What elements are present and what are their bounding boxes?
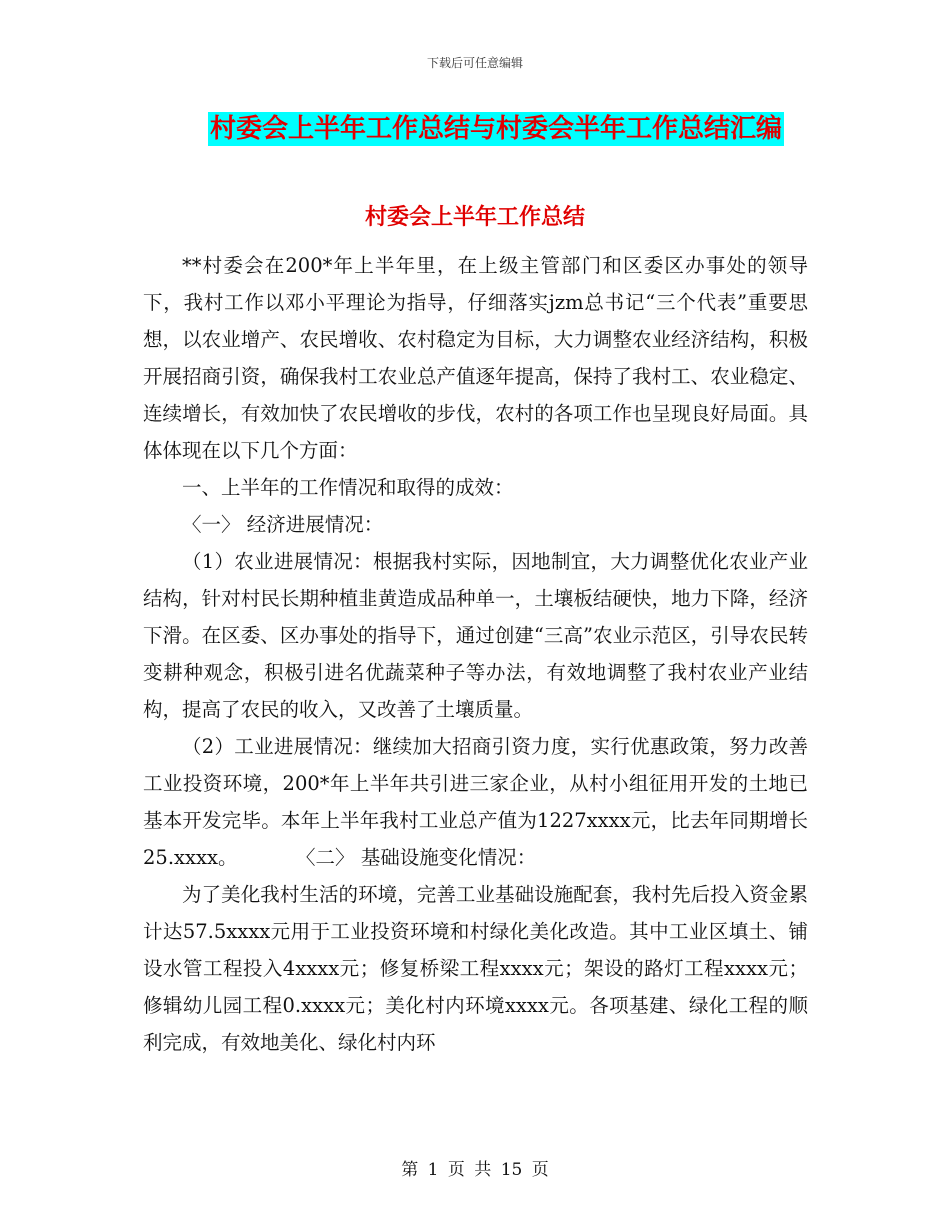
paragraph-infrastructure: 为了美化我村生活的环境，完善工业基础设施配套，我村先后投入资金累计达57.5xxxx元用于工业投资环境和村绿化美化改造。其中工业区填土、铺设水管工程投入4xxxx元；修复桥梁工程xxxx元；架设的路灯工程xxxx元；修辑幼儿园工程0.xxxx元；美化村内环境xxxx元。各项基建、绿化工程的顺利完成，有效地美化、绿化村内环 (143, 883, 808, 1054)
heading-economic-progress: 〈一〉 经济进展情况： (182, 513, 384, 536)
page-indicator: 第 1 页 共 15 页 (401, 1160, 549, 1180)
paragraph-industry: （2）工业进展情况：继续加大招商引资力度，实行优惠政策，努力改善工业投资环境，200*年上半年共引进三家企业，从村小组征用开发的土地已基本开发完毕。本年上半年我村工业总产值为1227xxxx元，比去年同期增长25.xxxx。 〈二〉 基础设施变化情况： (143, 735, 808, 869)
paragraph-agriculture: （1）农业进展情况：根据我村实际，因地制宜，大力调整优化农业产业结构，针对村民长期种植韭黄造成品种单一，土壤板结硬快，地力下降，经济下滑。在区委、区办事处的指导下，通过创建“三高”农业示范区，引导农民转变耕种观念，积极引进名优蔬菜种子等办法，有效地调整了我村农业产业结构，提高了农民的收入，又改善了土壤质量。 (143, 550, 808, 721)
header-note: 下载后可任意编辑 (426, 56, 523, 70)
section-title: 村委会上半年工作总结 (364, 205, 585, 230)
heading-first-half-work: 一、上半年的工作情况和取得的成效： (182, 476, 514, 499)
document-main-title: 村委会上半年工作总结与村委会半年工作总结汇编 (210, 114, 783, 144)
paragraph-intro: **村委会在200*年上半年里，在上级主管部门和区委区办事处的领导下，我村工作以邓小平理论为指导，仔细落实jzm总书记“三个代表”重要思想，以农业增产、农民增收、农村稳定为目标，大力调整农业经济结构，积极开展招商引资，确保我村工农业总产值逐年提高，保持了我村工、农业稳定、连续增长，有效加快了农民增收的步伐，农村的各项工作也呈现良好局面。具体体现在以下几个方面： (143, 254, 808, 462)
document-body (143, 247, 808, 1061)
